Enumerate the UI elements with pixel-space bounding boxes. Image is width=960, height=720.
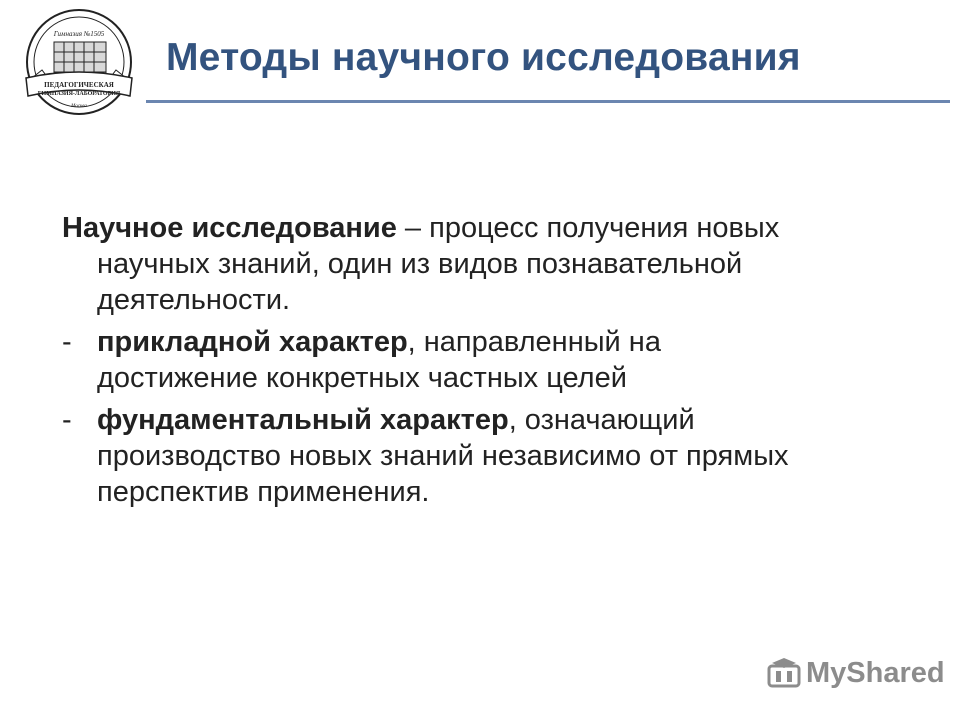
title-underline (146, 100, 950, 103)
watermark-text: MyShared (806, 657, 945, 689)
item-text: , означающий производство новых знаний независимо от прямых перспектив применения. (97, 404, 789, 508)
myshared-watermark (766, 655, 945, 695)
item-term: фундаментальный характер (97, 404, 509, 436)
svg-text:Гимназия №1505: Гимназия №1505 (53, 30, 105, 38)
svg-text:ГИМНАЗИЯ-ЛАБОРАТОРИЯ: ГИМНАЗИЯ-ЛАБОРАТОРИЯ (37, 91, 121, 97)
list-marker: - (62, 404, 72, 436)
svg-text:Москва: Москва (71, 104, 87, 109)
list-item (62, 402, 822, 510)
definition-term: Научное исследование (62, 212, 397, 244)
definition-text: – процесс получения новых научных знаний, один из видов познавательной деятельности. (97, 212, 780, 316)
list-marker: - (62, 326, 72, 358)
item-term: прикладной характер (97, 326, 408, 358)
school-seal-logo (18, 8, 140, 120)
slide-title: Методы научного исследования (166, 36, 801, 79)
mortarboard-icon (766, 657, 802, 696)
svg-text:ПЕДАГОГИЧЕСКАЯ: ПЕДАГОГИЧЕСКАЯ (44, 81, 114, 89)
slide-body (62, 210, 822, 516)
definition-paragraph (62, 210, 822, 318)
list-item (62, 324, 822, 396)
item-text: , направленный на достижение конкретных частных целей (97, 326, 661, 394)
